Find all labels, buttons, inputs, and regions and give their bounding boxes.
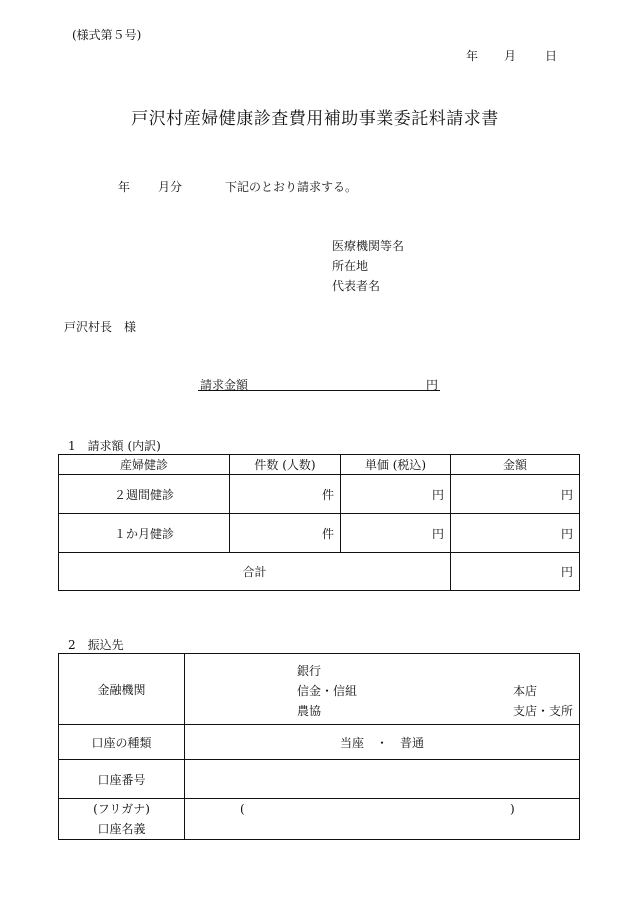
request-statement: 下記のとおり請求する。 [225, 180, 358, 194]
column-header: 産婦健診 [59, 455, 230, 475]
account-type-row [59, 725, 580, 760]
account-type-label: 口座の種類 [59, 725, 185, 760]
date-day-label: 日 [545, 49, 558, 63]
branch-type-option[interactable]: 本店 [512, 684, 537, 698]
addressee: 戸沢村長 様 [64, 320, 137, 334]
bank-row [59, 654, 580, 725]
account-number-label: 口座番号 [59, 760, 185, 799]
breakdown-heading: 1 請求額 (内訳) [68, 439, 161, 453]
kana-label: (フリガナ) [93, 802, 150, 816]
table-row [59, 475, 580, 514]
table-row [59, 514, 580, 553]
request-amount-unit: 円 [425, 378, 438, 392]
kana-paren-close: ) [510, 802, 515, 816]
breakdown-table [58, 454, 580, 591]
institution-name-label: 医療機関等名 [332, 239, 405, 253]
bank-type-option[interactable]: 信金・信組 [297, 684, 358, 698]
account-holder-row [59, 799, 580, 840]
branch-type-option[interactable]: 支店・支所 [512, 704, 573, 718]
date-month-label: 月 [504, 49, 517, 63]
institution-address-label: 所在地 [332, 259, 369, 273]
checkup-name: １か月健診 [59, 514, 230, 553]
account-number-field[interactable] [185, 760, 580, 799]
total-row [59, 553, 580, 591]
date-year-label: 年 [466, 49, 479, 63]
total-label: 合計 [59, 553, 451, 591]
price-cell[interactable]: 円 [341, 475, 451, 514]
request-amount-field [198, 376, 440, 391]
account-holder-label: 口座名義 [97, 822, 146, 836]
account-number-row [59, 760, 580, 799]
count-cell[interactable]: 件 [230, 514, 341, 553]
kana-paren-open: ( [240, 802, 245, 816]
count-cell[interactable]: 件 [230, 475, 341, 514]
request-year-label: 年 [118, 180, 131, 194]
amount-cell[interactable]: 円 [451, 475, 580, 514]
breakdown-header-row [59, 455, 580, 475]
transfer-table [58, 653, 580, 840]
account-type-options[interactable]: 当座 ・ 普通 [185, 725, 580, 760]
institution-representative-label: 代表者名 [332, 279, 381, 293]
branch-type-list [513, 681, 573, 721]
bank-type-option[interactable]: 農協 [297, 704, 322, 718]
bank-label: 金融機関 [59, 654, 185, 725]
form-number: (様式第５号) [72, 28, 142, 42]
document-title: 戸沢村産婦健康診査費用補助事業委託料請求書 [131, 109, 499, 129]
transfer-heading: 2 振込先 [68, 638, 124, 652]
column-header: 金額 [451, 455, 580, 475]
account-holder-field[interactable] [185, 799, 580, 840]
column-header: 単価 (税込) [341, 455, 451, 475]
bank-type-option[interactable]: 銀行 [297, 664, 322, 678]
request-amount-label: 請求金額 [200, 378, 249, 392]
checkup-name: ２週間健診 [59, 475, 230, 514]
price-cell[interactable]: 円 [341, 514, 451, 553]
total-amount-cell[interactable]: 円 [451, 553, 580, 591]
bank-field[interactable] [185, 654, 580, 725]
column-header: 件数 (人数) [230, 455, 341, 475]
amount-cell[interactable]: 円 [451, 514, 580, 553]
account-holder-label-cell [59, 799, 185, 840]
bank-type-list [297, 661, 357, 721]
request-month-label: 月分 [158, 180, 183, 194]
